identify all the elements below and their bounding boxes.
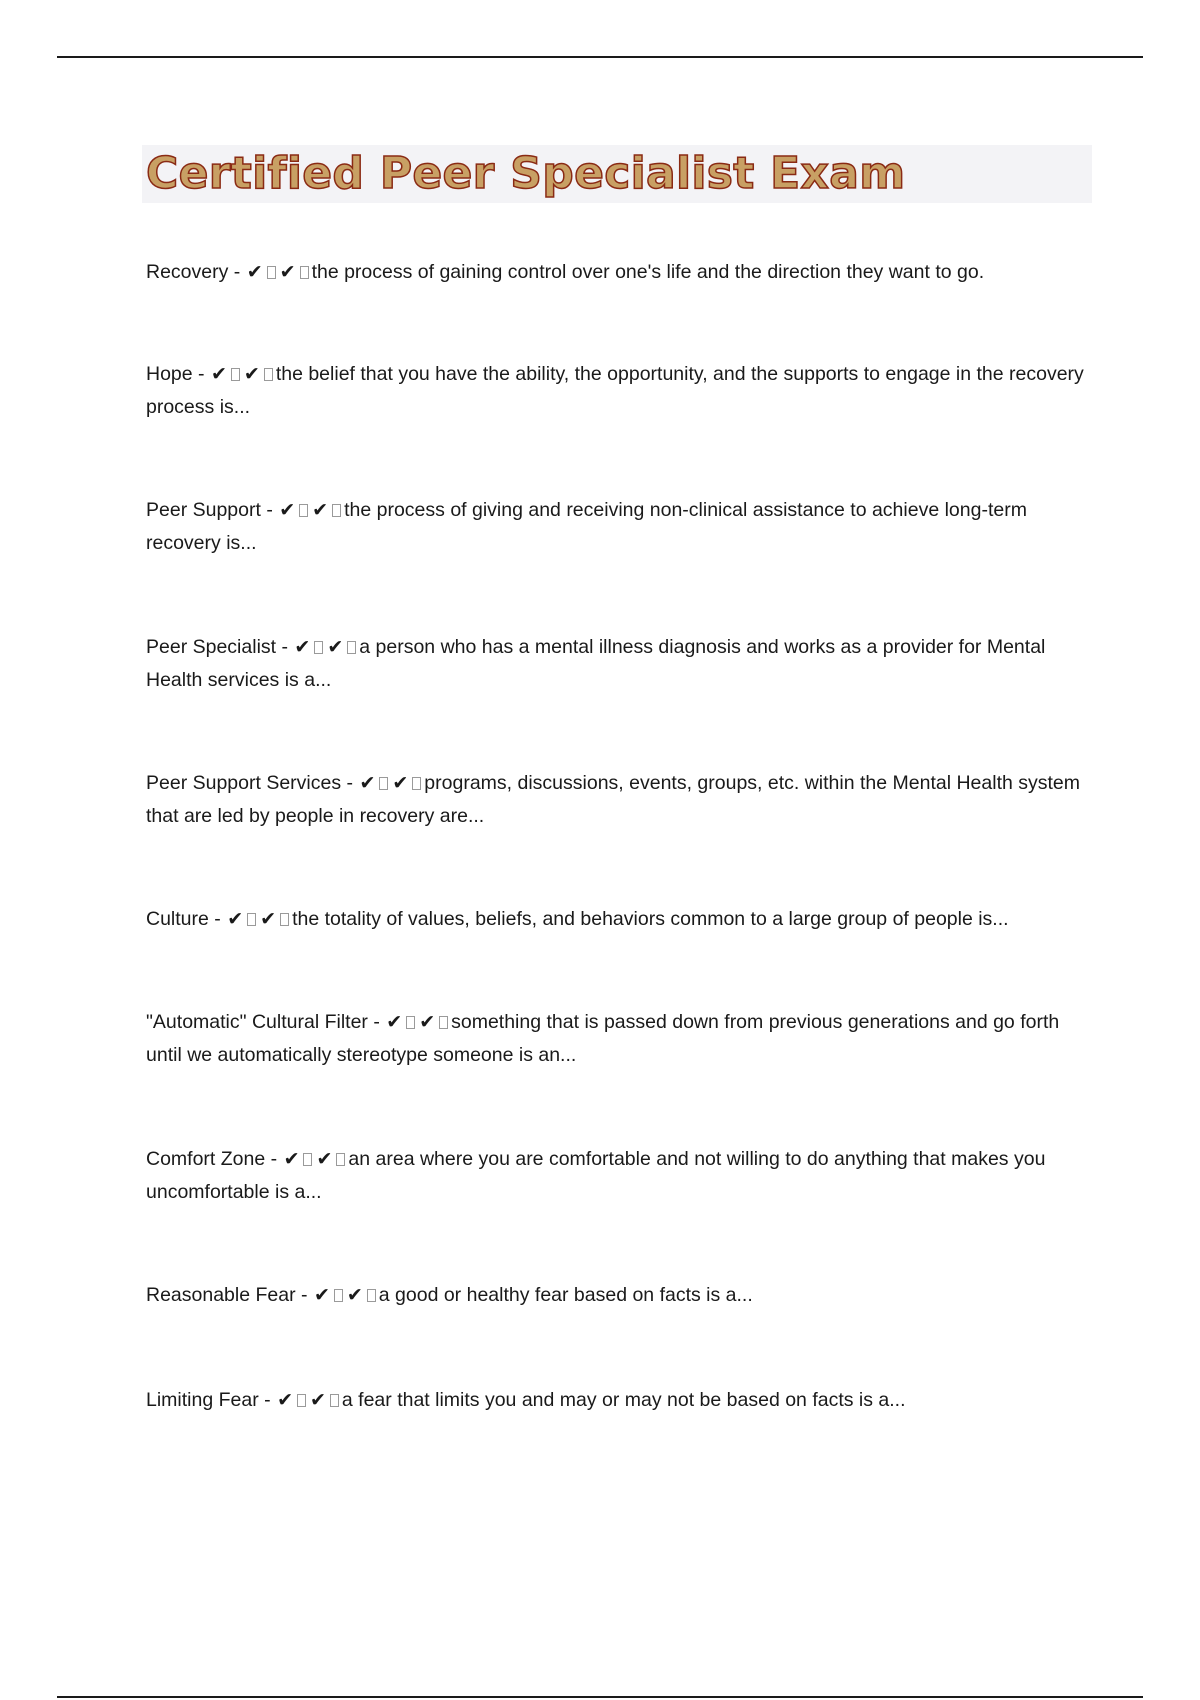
empty-box-icon <box>406 1016 415 1029</box>
empty-box-icon <box>334 1289 343 1302</box>
entry-term: Recovery <box>146 261 229 283</box>
empty-box-icon <box>332 504 341 517</box>
empty-box-icon <box>247 913 256 926</box>
check-mark-icon: ✔ <box>227 908 244 930</box>
empty-box-icon <box>314 641 323 654</box>
check-mark-icon: ✔ <box>309 1389 326 1411</box>
entry-separator: - <box>260 499 279 521</box>
entry-definition: something that is passed down from previous generations and go forth until we automatically stereotype someone is an... <box>146 1011 1060 1066</box>
empty-box-icon <box>299 504 308 517</box>
entry-definition: the process of gaining control over one's life and the direction they want to go. <box>311 261 985 283</box>
flashcard-entry <box>146 358 1086 423</box>
entry-separator: - <box>208 908 227 930</box>
check-mark-icon: ✔ <box>279 499 296 521</box>
entry-separator: - <box>367 1011 386 1033</box>
check-mark-icon: ✔ <box>316 1148 333 1170</box>
empty-box-icon <box>367 1289 376 1302</box>
check-mark-icon: ✔ <box>327 636 344 658</box>
check-mark-icon: ✔ <box>386 1011 403 1033</box>
check-mark-icon: ✔ <box>359 772 376 794</box>
entry-definition: the totality of values, beliefs, and behaviors common to a large group of people is... <box>292 908 1009 930</box>
empty-box-icon <box>347 641 356 654</box>
empty-box-icon <box>280 913 289 926</box>
flashcard-entry <box>146 256 1086 289</box>
entry-separator: - <box>276 636 294 658</box>
empty-box-icon <box>379 777 388 790</box>
entry-term: Peer Support Services <box>146 772 342 794</box>
empty-box-icon <box>439 1016 448 1029</box>
document-title: Certified Peer Specialist Exam <box>146 148 906 199</box>
empty-box-icon <box>336 1153 345 1166</box>
empty-box-icon <box>412 777 421 790</box>
entry-term: "Automatic" Cultural Filter <box>146 1011 368 1033</box>
check-mark-icon: ✔ <box>279 261 296 283</box>
entry-separator: - <box>192 363 210 385</box>
entry-term: Culture <box>146 908 209 930</box>
empty-box-icon <box>264 368 273 381</box>
check-mark-icon: ✔ <box>260 908 277 930</box>
empty-box-icon <box>303 1153 312 1166</box>
empty-box-icon <box>267 266 276 279</box>
check-mark-icon: ✔ <box>313 1284 330 1306</box>
entry-term: Reasonable Fear <box>146 1284 296 1306</box>
flashcard-entry <box>146 767 1086 832</box>
check-mark-icon: ✔ <box>277 1389 293 1411</box>
entry-term: Comfort Zone <box>146 1148 266 1170</box>
entry-term: Peer Support <box>146 499 261 521</box>
entry-definition: a fear that limits you and may or may not be based on facts is a... <box>341 1389 906 1411</box>
check-mark-icon: ✔ <box>210 363 227 385</box>
entry-term: Limiting Fear <box>146 1389 259 1411</box>
entry-definition: a good or healthy fear based on facts is a... <box>378 1284 753 1306</box>
title-banner <box>142 145 1092 203</box>
flashcard-entry <box>146 631 1086 696</box>
flashcard-entry <box>146 1006 1086 1071</box>
entry-separator: - <box>258 1389 277 1411</box>
check-mark-icon: ✔ <box>419 1011 436 1033</box>
entry-definition: an area where you are comfortable and not willing to do anything that makes you uncomfortable is a... <box>146 1148 1046 1203</box>
check-mark-icon: ✔ <box>243 363 260 385</box>
check-mark-icon: ✔ <box>346 1284 363 1306</box>
entry-separator: - <box>265 1148 283 1170</box>
empty-box-icon <box>330 1394 339 1407</box>
entry-definition: a person who has a mental illness diagnosis and works as a provider for Mental Health services is a... <box>146 636 1046 691</box>
entry-separator: - <box>228 261 246 283</box>
entry-definition: programs, discussions, events, groups, etc. within the Mental Health system that are led by people in recovery are... <box>146 772 1081 827</box>
check-mark-icon: ✔ <box>294 636 311 658</box>
check-mark-icon: ✔ <box>283 1148 300 1170</box>
empty-box-icon <box>231 368 240 381</box>
entry-term: Peer Specialist <box>146 636 277 658</box>
entry-term: Hope <box>146 363 193 385</box>
empty-box-icon <box>300 266 309 279</box>
check-mark-icon: ✔ <box>392 772 409 794</box>
flashcard-entry <box>146 494 1086 559</box>
flashcard-entry <box>146 903 1086 936</box>
empty-box-icon <box>297 1394 306 1407</box>
flashcard-entry <box>146 1279 1086 1312</box>
entry-separator: - <box>341 772 359 794</box>
check-mark-icon: ✔ <box>246 261 263 283</box>
flashcard-entry <box>146 1143 1086 1208</box>
check-mark-icon: ✔ <box>312 499 329 521</box>
entry-separator: - <box>295 1284 313 1306</box>
bottom-rule <box>57 1696 1143 1698</box>
top-rule <box>57 56 1143 58</box>
flashcard-entry <box>146 1384 1086 1417</box>
entry-definition: the belief that you have the ability, the opportunity, and the supports to engage in the recovery process is... <box>146 363 1084 418</box>
entry-definition: the process of giving and receiving non-clinical assistance to achieve long-term recovery is... <box>146 499 1027 554</box>
